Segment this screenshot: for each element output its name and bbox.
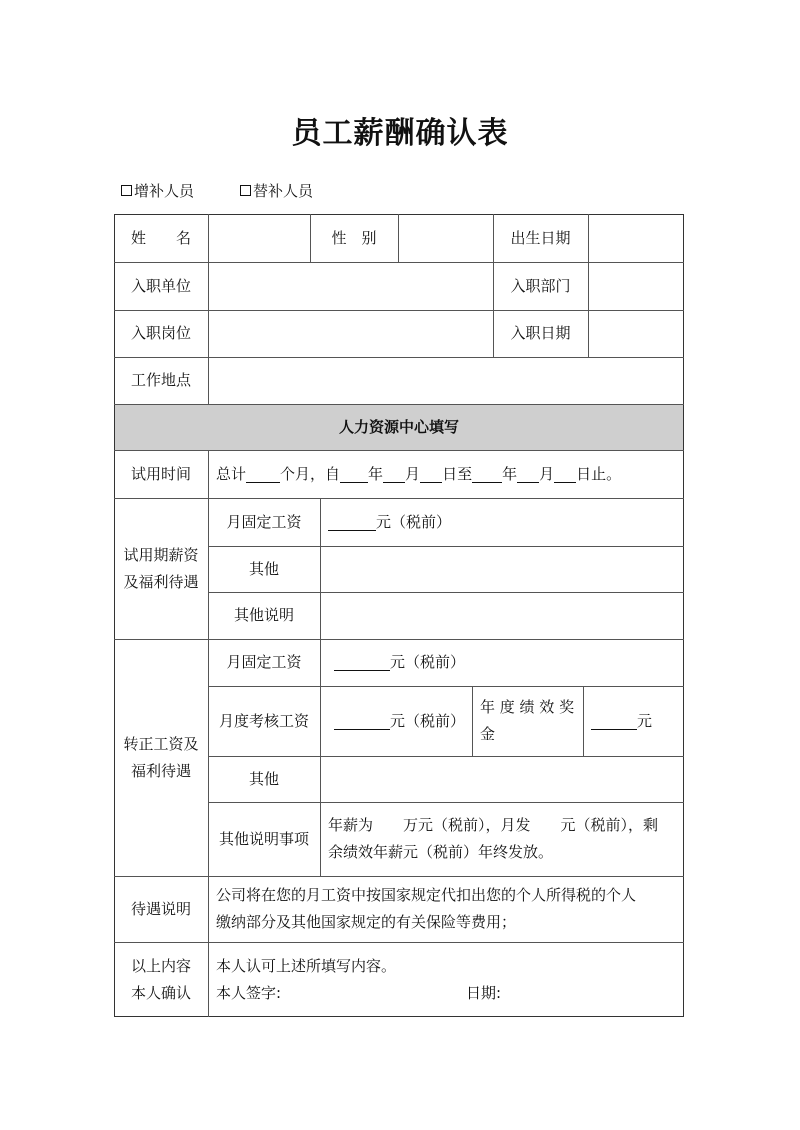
location-label: 工作地点 xyxy=(130,371,191,389)
probation-pay-label-line1: 试用期薪资 xyxy=(123,545,199,564)
gender-label: 性 别 xyxy=(331,228,377,247)
probation-year-text: 年 xyxy=(368,464,384,483)
gender-field[interactable] xyxy=(399,215,493,262)
regular-other-label: 其他 xyxy=(248,769,279,788)
confirm-label xyxy=(114,942,208,1017)
option-replacement[interactable] xyxy=(240,180,313,201)
probation-pay-label-line2: 及福利待遇 xyxy=(123,572,199,591)
treatment-line2: 缴纳部分及其他国家规定的有关保险等费用； xyxy=(216,913,517,931)
annual-bonus-field[interactable] xyxy=(583,686,684,756)
annual-bonus-label-line1: 年 度 绩 效 奖 xyxy=(480,698,575,716)
regular-pay-label-line1: 转正工资及 xyxy=(123,734,199,753)
regular-fixed-salary-suffix: 元（税前） xyxy=(390,653,466,671)
probation-day-to-text: 日至 xyxy=(442,464,473,483)
treatment-label: 待遇说明 xyxy=(130,899,191,918)
probation-month-text: 月 xyxy=(405,464,421,483)
hr-section-header: 人力资源中心填写 xyxy=(338,417,459,436)
option-additional[interactable] xyxy=(121,180,194,201)
probation-fixed-salary-blank[interactable] xyxy=(328,513,376,531)
probation-start-month-blank[interactable] xyxy=(383,465,405,483)
option-label: 增补人员 xyxy=(134,182,195,200)
probation-months-blank[interactable] xyxy=(246,465,280,483)
entry-date-label: 入职日期 xyxy=(510,324,571,342)
regular-pay-label xyxy=(114,639,208,876)
regular-other-field[interactable] xyxy=(321,757,683,802)
probation-total-text: 总计 xyxy=(216,464,247,483)
treatment-text xyxy=(208,876,684,942)
name-label: 姓 名 xyxy=(130,228,191,247)
annual-bonus-label-line2: 金 xyxy=(480,725,496,743)
probation-other-field[interactable] xyxy=(321,547,683,592)
monthly-assessment-salary-suffix: 元（税前） xyxy=(390,711,466,730)
location-field[interactable] xyxy=(209,358,683,404)
regular-fixed-salary-field[interactable] xyxy=(320,639,684,686)
confirm-statement: 本人认可上述所填写内容。 xyxy=(216,956,397,975)
form-title: 员工薪酬确认表 xyxy=(291,116,509,151)
monthly-assessment-salary-blank[interactable] xyxy=(334,712,390,730)
department-field[interactable] xyxy=(589,263,683,310)
regular-pay-label-line2: 福利待遇 xyxy=(130,761,191,780)
name-field[interactable] xyxy=(209,215,310,262)
other-notes-label: 其他说明事项 xyxy=(218,829,309,848)
probation-other-label: 其他 xyxy=(248,559,279,578)
probation-end-year-blank[interactable] xyxy=(472,465,502,483)
probation-end-day-text: 日止。 xyxy=(576,464,622,483)
checkbox-icon[interactable] xyxy=(121,185,132,196)
monthly-assessment-salary-label: 月度考核工资 xyxy=(218,711,309,730)
date-label: 日期: xyxy=(466,983,502,1002)
entry-date-field[interactable] xyxy=(589,311,683,357)
probation-other-note-field[interactable] xyxy=(321,593,683,639)
probation-time-text xyxy=(208,450,684,498)
other-notes-line1: 年薪为 万元（税前），月发 元（税前），剩 xyxy=(328,816,659,834)
probation-end-day-blank[interactable] xyxy=(554,465,576,483)
probation-end-year-text: 年 xyxy=(502,464,518,483)
birth-date-field[interactable] xyxy=(589,215,683,262)
unit-label: 入职单位 xyxy=(130,276,191,295)
confirm-label-line2: 本人确认 xyxy=(130,983,191,1002)
unit-field[interactable] xyxy=(209,263,493,310)
confirm-label-line1: 以上内容 xyxy=(130,956,191,975)
post-field[interactable] xyxy=(209,311,493,357)
checkbox-icon[interactable] xyxy=(240,185,251,196)
other-notes-line2: 余绩效年薪元（税前）年终发放。 xyxy=(328,843,554,861)
probation-other-note-label: 其他说明 xyxy=(233,606,294,624)
other-notes-text xyxy=(320,802,684,876)
department-label: 入职部门 xyxy=(510,276,571,295)
probation-pay-label xyxy=(114,498,208,639)
probation-start-year-blank[interactable] xyxy=(340,465,368,483)
option-label: 替补人员 xyxy=(253,182,314,200)
regular-fixed-salary-label: 月固定工资 xyxy=(226,653,302,671)
probation-months-text: 个月，自 xyxy=(280,464,341,483)
annual-bonus-suffix: 元 xyxy=(637,711,653,730)
probation-time-label: 试用时间 xyxy=(130,464,191,483)
annual-bonus-label xyxy=(472,686,583,756)
monthly-assessment-salary-field[interactable] xyxy=(320,686,472,756)
probation-fixed-salary-suffix: 元（税前） xyxy=(376,512,452,531)
annual-bonus-blank[interactable] xyxy=(591,712,637,730)
probation-end-month-blank[interactable] xyxy=(517,465,539,483)
probation-start-day-blank[interactable] xyxy=(420,465,442,483)
treatment-line1: 公司将在您的月工资中按国家规定代扣出您的个人所得税的个人 xyxy=(216,886,637,904)
regular-fixed-salary-blank[interactable] xyxy=(334,654,390,672)
signature-row xyxy=(216,980,676,1007)
post-label: 入职岗位 xyxy=(130,324,191,342)
probation-fixed-salary-field[interactable] xyxy=(320,498,684,546)
probation-fixed-salary-label: 月固定工资 xyxy=(226,512,302,531)
probation-end-month-text: 月 xyxy=(539,464,555,483)
birth-date-label: 出生日期 xyxy=(510,228,571,247)
signature-label: 本人签字: xyxy=(216,983,282,1002)
confirm-text xyxy=(208,942,684,1017)
